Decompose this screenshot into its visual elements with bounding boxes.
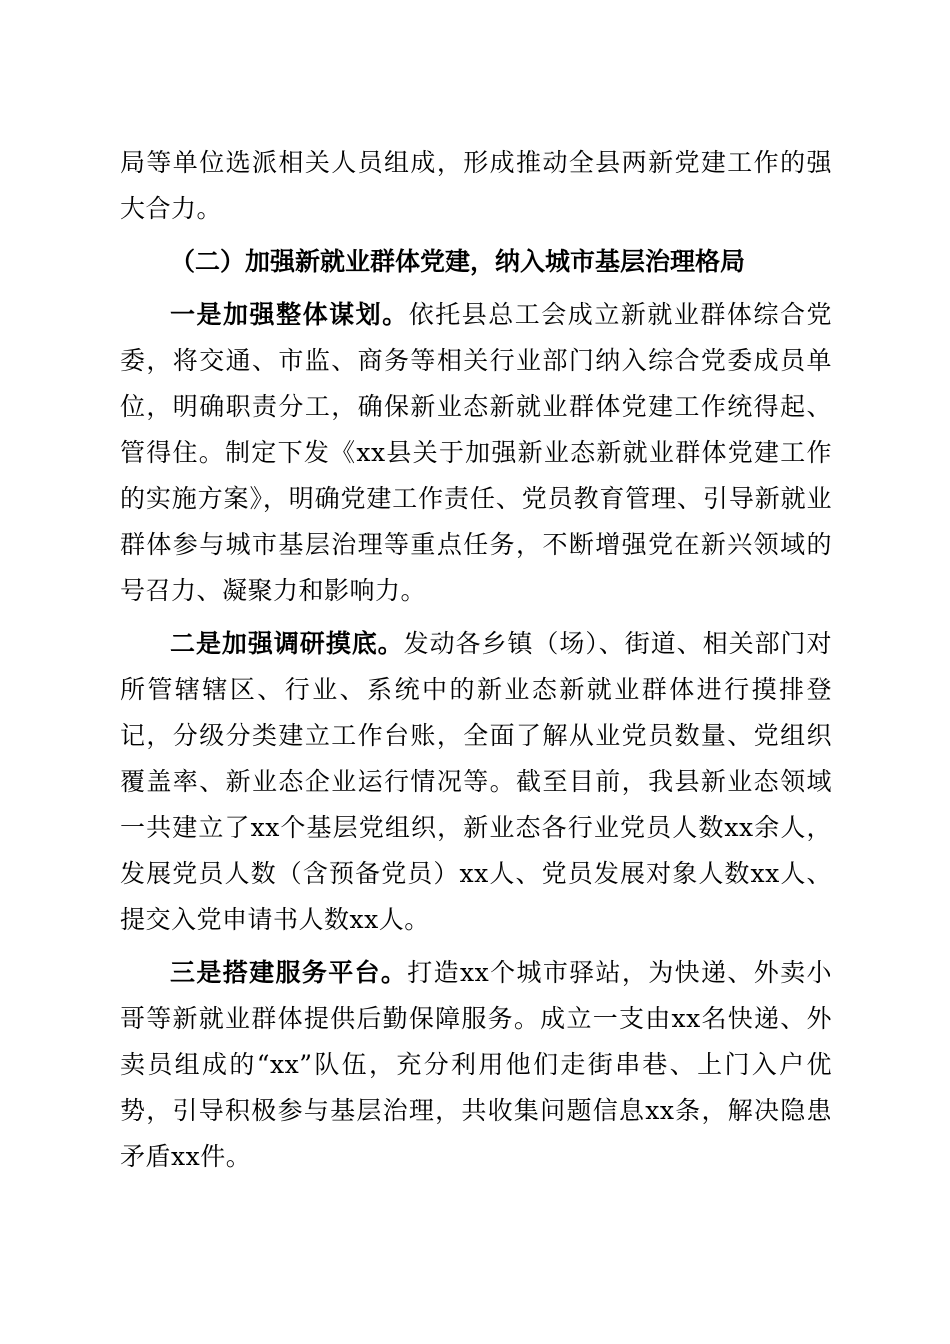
item-paragraph-1 (120, 292, 832, 614)
item-text: 打造xx个城市驿站，为快递、外卖小哥等新就业群体提供后勤保障服务。成立一支由xx名快递、外卖员组成的“xx”队伍，充分利用他们走街串巷、上门入户优势，引导积极参与基层治理，共收集问题信息xx条，解决隐患矛盾xx件。 (120, 958, 832, 1171)
item-paragraph-2 (120, 621, 832, 943)
item-lead: 一是加强整体谋划。 (170, 300, 409, 329)
document-body (120, 140, 832, 1180)
item-text: 发动各乡镇（场）、街道、相关部门对所管辖辖区、行业、系统中的新业态新就业群体进行摸排登记，分级分类建立工作台账，全面了解从业党员数量、党组织覆盖率、新业态企业运行情况等。截至目前，我县新业态领域一共建立了xx个基层党组织，新业态各行业党员人数xx余人，发展党员人数（含预备党员）xx人、党员发展对象人数xx人、提交入党申请书人数xx人。 (120, 629, 832, 934)
continuation-paragraph (120, 140, 832, 232)
item-text: 依托县总工会成立新就业群体综合党委，将交通、市监、商务等相关行业部门纳入综合党委成员单位，明确职责分工，确保新业态新就业群体党建工作统得起、管得住。制定下发《xx县关于加强新业态新就业群体党建工作的实施方案》，明确党建工作责任、党员教育管理、引导新就业群体参与城市基层治理等重点任务，不断增强党在新兴领域的号召力、凝聚力和影响力。 (120, 300, 832, 605)
item-paragraph-3 (120, 950, 832, 1180)
item-lead: 三是搭建服务平台。 (170, 958, 408, 987)
item-lead: 二是加强调研摸底。 (170, 629, 404, 658)
section-heading: （二）加强新就业群体党建，纳入城市基层治理格局 (170, 247, 746, 276)
paragraph-text: 局等单位选派相关人员组成，形成推动全县两新党建工作的强大合力。 (120, 148, 832, 223)
